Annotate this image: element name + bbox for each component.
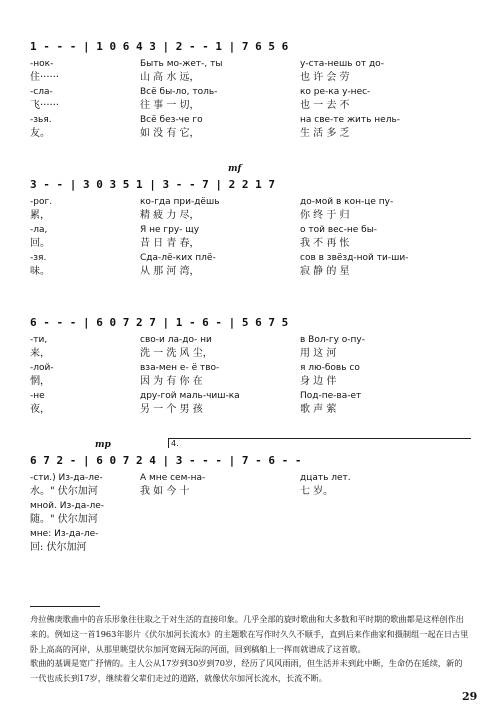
lyric-line: дцать лет.: [300, 473, 351, 483]
lyric-line: -сла-: [30, 87, 53, 97]
lyric-line: -зья.: [30, 115, 52, 125]
lyric-line: -сти.) Из-да-ле-: [30, 473, 103, 483]
lyric-line: 夜，: [30, 404, 50, 415]
lyric-line: Под-пе-ва-ет: [300, 391, 362, 401]
lyric-line: 也 一 去 不: [300, 100, 350, 111]
lyric-line: 另 一 个 男 孩: [140, 404, 203, 415]
lyric-line: мне: Из-да-ле-: [30, 529, 99, 539]
notation-line: 1 - - - | 1 0 6 4 3 | 2 - - 1 | 7 6 5 6: [30, 40, 289, 53]
lyric-line: Быть мо-жет-, ты: [140, 59, 223, 69]
lyric-line: 味。: [30, 266, 50, 277]
notation-line: 3 - - | 3 0 3 5 1 | 3 - - 7 | 2 2 1 7: [30, 178, 276, 191]
lyric-line: -зя.: [30, 253, 47, 263]
lyric-line: ко ре-ка у-нес-: [300, 87, 371, 97]
lyric-line: у-ста-нешь от до-: [300, 59, 384, 69]
lyric-line: сво-и ла-до- ни: [140, 335, 212, 345]
footnote-para-1: 舟拉佛庚歌曲中的音乐形象往往取之于对生活的直接印象。几乎全部的旋时歌曲和大多数和平时期的歌曲都是这样创作出来的。例如这一首1963年影片《伏尔加河长流水》的主题歌在写作时久久不顺手，直到后来作曲家和摄制组一起在日古里卧上高高的河岸，从那里眺望伏尔加河宽阔无际的河面，回到稿舶上一挥而就谱成了这首歌。: [30, 614, 469, 654]
lyric-line: 水。" 伏尔加河: [30, 486, 98, 497]
lyric-line: до-мой в кон-це пу-: [300, 197, 394, 207]
lyric-line: 歌 声 萦: [300, 404, 337, 415]
volta-bracket: 4.: [168, 438, 471, 448]
lyric-line: 往 事 一 切，: [140, 100, 200, 111]
lyric-line: 惘，: [30, 376, 50, 387]
lyric-line: Я не гру- щу: [140, 225, 200, 235]
lyric-line: 来，: [30, 348, 50, 359]
lyric-line: 精 疲 力 尽，: [140, 210, 200, 221]
lyric-line: 生 活 多 乏: [300, 128, 350, 139]
dynamic-marking: mp: [95, 440, 111, 450]
lyric-line: сов в звёзд-ной ти-ши-: [300, 253, 409, 263]
notation-line: 6 7 2 - | 6 0 7 2 4 | 3 - - - | 7 - 6 - -: [30, 454, 302, 467]
lyric-line: 住······: [30, 72, 60, 83]
lyric-line: на све-те жить нель-: [300, 115, 401, 125]
lyric-line: 如 没 有 它，: [140, 128, 200, 139]
lyric-line: 你 终 于 归: [300, 210, 350, 221]
lyric-line: А мне сем-на-: [140, 473, 206, 483]
lyric-line: 我 如 今 十: [140, 486, 190, 497]
lyric-line: 从 那 河 湾，: [140, 266, 200, 277]
page-number: 29: [462, 690, 478, 703]
lyric-line: Всё бы-ло, толь-: [140, 87, 218, 97]
lyric-line: Сда-лё-ких плё-: [140, 253, 216, 263]
lyric-line: 也 许 会 劳: [300, 72, 350, 83]
lyric-line: 我 不 再 怅: [300, 238, 350, 249]
lyric-line: 回: 伏尔加河: [30, 542, 87, 553]
lyric-line: -ла,: [30, 225, 48, 235]
lyric-line: 飞······: [30, 100, 60, 111]
lyric-line: 昔 日 青 春，: [140, 238, 200, 249]
dynamic-marking: mf: [228, 164, 242, 174]
lyric-line: 身 边 伴: [300, 376, 337, 387]
lyric-line: -ти,: [30, 335, 48, 345]
lyric-line: дру-гой маль-чиш-ка: [140, 391, 240, 401]
lyric-line: 七 岁。: [300, 486, 334, 497]
lyric-line: ко-гда при-дёшь: [140, 197, 220, 207]
lyric-line: -не: [30, 391, 45, 401]
lyric-line: 山 高 水 远，: [140, 72, 200, 83]
lyric-line: в Вол-гу о-пу-: [300, 335, 365, 345]
lyric-line: 回。: [30, 238, 50, 249]
notation-line: 6 - - - | 6 0 7 2 7 | 1 - 6 - | 5 6 7 5: [30, 316, 289, 329]
lyric-line: -нок-: [30, 59, 54, 69]
footnote-para-2: 歌曲的基调是宽广抒情的。主人公从17岁到30岁到70岁，经历了风风雨雨，但生活并未到此中断，生命仍在延续，新的一代也成长到17岁，继续着父辈们走过的道路，就像伏尔加河长流水，长流不断。: [30, 658, 463, 683]
lyric-line: я лю-бовь со: [300, 363, 360, 373]
lyric-line: 用 这 河: [300, 348, 337, 359]
lyric-line: -рог.: [30, 197, 53, 207]
lyric-line: вза-мен е- ё тво-: [140, 363, 220, 373]
lyric-line: Всё без-че го: [140, 115, 203, 125]
footnote-rule: [30, 606, 100, 607]
lyric-line: 寂 静 的 星: [300, 266, 350, 277]
lyric-line: 洗 一 洗 风 尘，: [140, 348, 213, 359]
lyric-line: о той вес-не бы-: [300, 225, 378, 235]
lyric-line: 随。" 伏尔加河: [30, 514, 98, 525]
lyric-line: мной. Из-да-ле-: [30, 501, 105, 511]
lyric-line: 友。: [30, 128, 50, 139]
lyric-line: 因 为 有 你 在: [140, 376, 203, 387]
lyric-line: -лой-: [30, 363, 54, 373]
lyric-line: 累，: [30, 210, 50, 221]
